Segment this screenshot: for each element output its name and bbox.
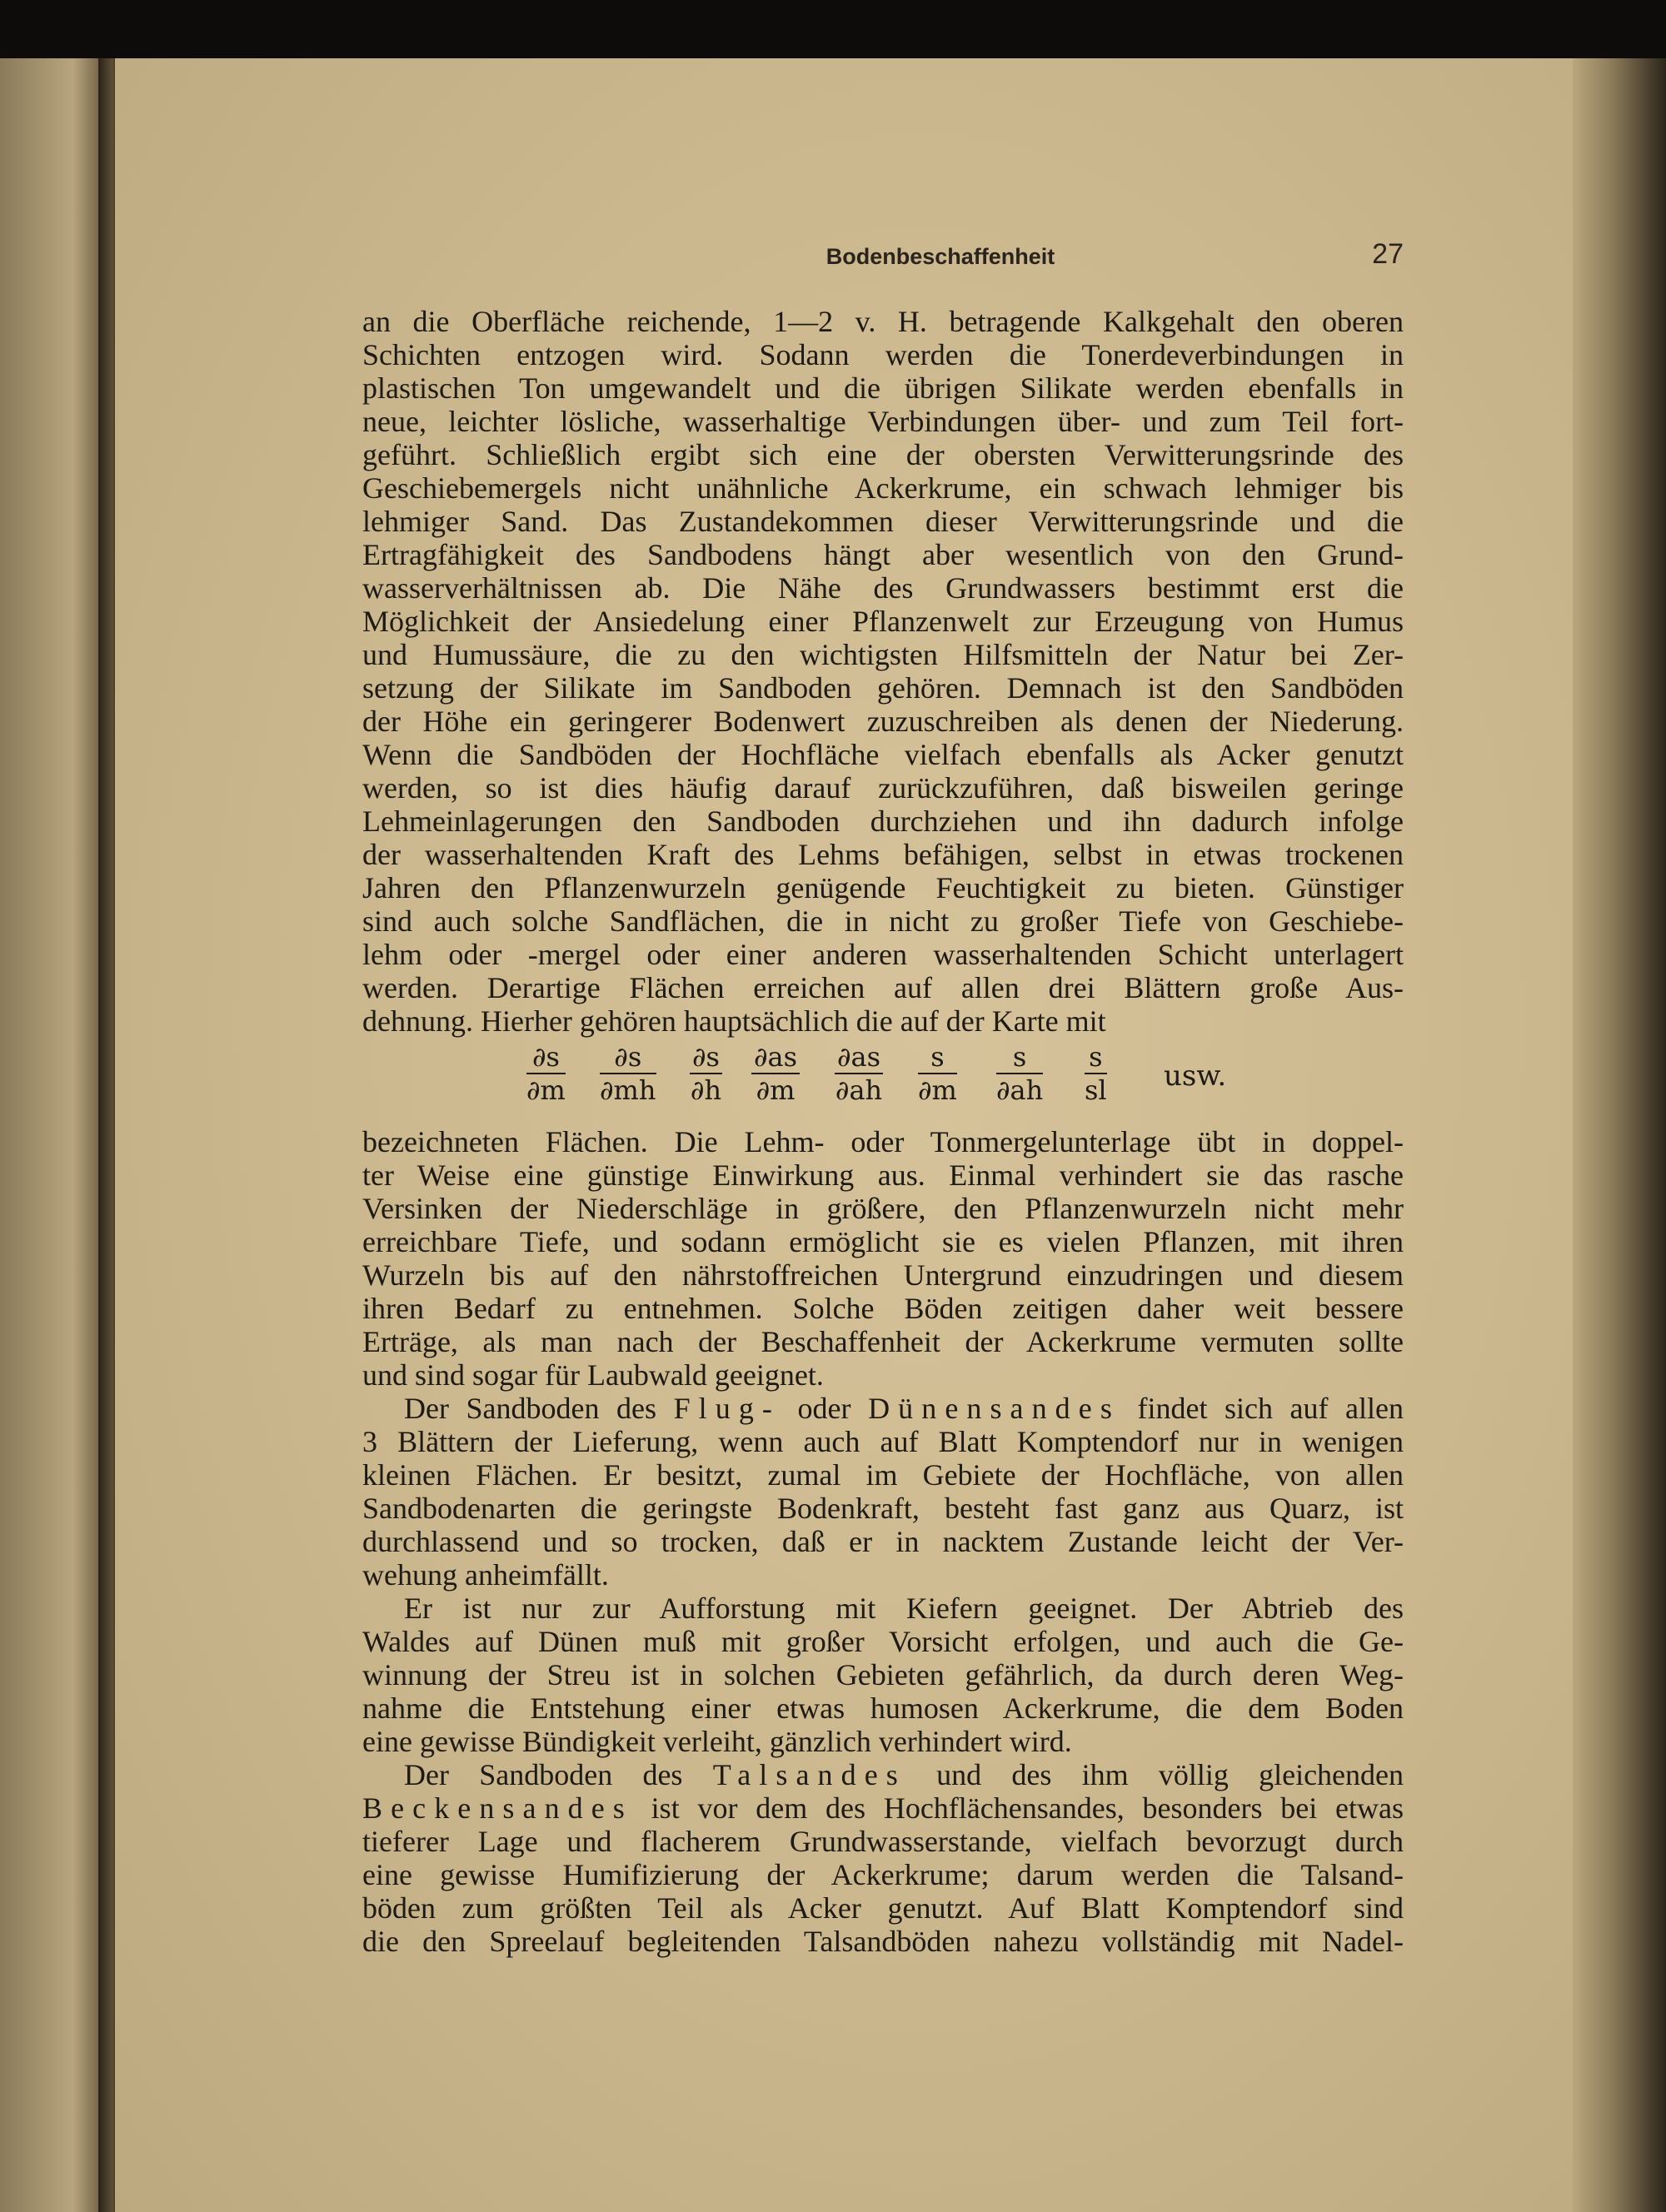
text-line [362, 1392, 1404, 1425]
facing-page-edge [0, 58, 104, 2212]
spaced-term: Talsandes [712, 1758, 906, 1791]
text-line: plastischen Ton umgewandelt und die übrigen Silikate werden ebenfalls in [362, 371, 1404, 405]
text-line: erreichbare Tiefe, und sodann ermöglicht sie es vielen Pflanzen, mit ihren [362, 1225, 1404, 1258]
text-line: 3 Blättern der Lieferung, wenn auch auf Blatt Komptendorf nur in wenigen [362, 1425, 1404, 1458]
text-run: und des ihm völlig gleichenden [905, 1758, 1404, 1791]
fraction-denominator: ∂m [526, 1074, 566, 1106]
spaced-term: Flug- [673, 1392, 781, 1425]
spaced-term: Dünensandes [868, 1392, 1120, 1425]
formula-fraction [751, 1041, 800, 1106]
spaced-term: Beckensandes [362, 1791, 633, 1825]
fraction-numerator: ∂as [751, 1041, 800, 1074]
text-run: ist vor dem des Hochflächensandes, besonders bei etwas [632, 1791, 1404, 1825]
symbol-formula [526, 1041, 1243, 1116]
text-line: dehnung. Hierher gehören hauptsächlich die auf der Karte mit [362, 1004, 1106, 1038]
fraction-numerator: ∂s [690, 1041, 722, 1074]
text-line: der Höhe ein geringerer Bodenwert zuzuschreiben als denen der Niederung. [362, 705, 1404, 738]
text-line: Er ist nur zur Aufforstung mit Kiefern geeignet. Der Abtrieb des [404, 1592, 1404, 1625]
text-run: oder [781, 1392, 869, 1425]
text-line: werden, so ist dies häufig darauf zurückzuführen, daß bisweilen geringe [362, 771, 1404, 805]
text-line [362, 1758, 1404, 1791]
fraction-numerator: ∂s [526, 1041, 566, 1074]
text-run: findet sich auf allen [1120, 1392, 1404, 1425]
text-run: Der Sandboden des [404, 1392, 674, 1425]
text-line: setzung der Silikate im Sandboden gehören. Demnach ist den Sandböden [362, 671, 1404, 705]
fraction-denominator: sl [1085, 1074, 1107, 1106]
text-line: Möglichkeit der Ansiedelung einer Pflanzenwelt zur Erzeugung von Humus [362, 605, 1404, 638]
text-line: geführt. Schließlich ergibt sich eine der obersten Verwitterungsrinde des [362, 438, 1404, 471]
text-line: Geschiebemergels nicht unähnliche Ackerkrume, ein schwach lehmiger bis [362, 471, 1404, 505]
text-line: und Humussäure, die zu den wichtigsten Hilfsmitteln der Natur bei Zer- [362, 638, 1404, 671]
paragraph-4 [362, 1592, 1404, 1758]
text-line: die den Spreelauf begleitenden Talsandböden nahezu vollständig mit Nadel- [362, 1925, 1404, 1958]
text-line: Erträge, als man nach der Beschaffenheit der Ackerkrume vermuten sollte [362, 1325, 1404, 1358]
fraction-denominator: ∂m [918, 1074, 957, 1106]
text-line: winnung der Streu ist in solchen Gebieten gefährlich, da durch deren Weg- [362, 1658, 1404, 1691]
text-line: eine gewisse Bündigkeit verleiht, gänzlich verhindert wird. [362, 1725, 1072, 1758]
text-line: bezeichneten Flächen. Die Lehm- oder Tonmergelunterlage übt in doppel- [362, 1125, 1404, 1158]
page-number: 27 [1372, 238, 1404, 270]
text-line: Schichten entzogen wird. Sodann werden die Tonerdeverbindungen in [362, 338, 1404, 371]
text-line: Waldes auf Dünen muß mit großer Vorsicht erfolgen, und auch die Ge- [362, 1625, 1404, 1658]
formula-fraction [526, 1041, 566, 1106]
formula-suffix: usw. [1164, 1059, 1227, 1093]
text-line: Versinken der Niederschläge in größere, den Pflanzenwurzeln nicht mehr [362, 1192, 1404, 1225]
text-line: eine gewisse Humifizierung der Ackerkrume; darum werden die Talsand- [362, 1858, 1404, 1891]
fraction-denominator: ∂ah [835, 1074, 883, 1106]
text-line: nahme die Entstehung einer etwas humosen Ackerkrume, die dem Boden [362, 1691, 1404, 1725]
fraction-numerator: s [1085, 1041, 1107, 1074]
text-line: lehm oder -mergel oder einer anderen wasserhaltenden Schicht unterlagert [362, 938, 1404, 971]
text-line: neue, leichter lösliche, wasserhaltige Verbindungen über- und zum Teil fort- [362, 405, 1404, 438]
fraction-denominator: ∂m [756, 1074, 796, 1106]
formula-fraction [996, 1041, 1043, 1106]
text-line: ter Weise eine günstige Einwirkung aus. Einmal verhindert sie das rasche [362, 1158, 1404, 1192]
text-line [362, 1791, 1404, 1825]
paragraph-5 [362, 1758, 1404, 1958]
paragraph-3 [362, 1392, 1404, 1592]
text-run: Der Sandboden des [404, 1758, 713, 1791]
page-stack-edge [1573, 58, 1666, 2212]
fraction-denominator: ∂mh [600, 1074, 656, 1106]
text-line: ihren Bedarf zu entnehmen. Solche Böden zeitigen daher weit bessere [362, 1292, 1404, 1325]
text-line: sind auch solche Sandflächen, die in nicht zu großer Tiefe von Geschiebe- [362, 904, 1404, 938]
text-line: Lehmeinlagerungen den Sandboden durchziehen und ihn dadurch infolge [362, 805, 1404, 838]
text-line: tieferer Lage und flacherem Grundwasserstande, vielfach bevorzugt durch [362, 1825, 1404, 1858]
formula-fraction [835, 1041, 883, 1106]
formula-fraction [1085, 1041, 1107, 1106]
fraction-numerator: ∂s [600, 1041, 656, 1074]
paragraph-1 [362, 305, 1404, 1038]
text-line: wasserverhältnissen ab. Die Nähe des Grundwassers bestimmt erst die [362, 571, 1404, 605]
text-line: kleinen Flächen. Er besitzt, zumal im Gebiete der Hochfläche, von allen [362, 1458, 1404, 1492]
text-line: Jahren den Pflanzenwurzeln genügende Feuchtigkeit zu bieten. Günstiger [362, 871, 1404, 904]
fraction-numerator: s [918, 1041, 957, 1074]
fraction-numerator: ∂as [835, 1041, 883, 1074]
paragraph-2 [362, 1125, 1404, 1392]
text-line: lehmiger Sand. Das Zustandekommen dieser Verwitterungsrinde und die [362, 505, 1404, 538]
text-line: Wurzeln bis auf den nährstoffreichen Untergrund einzudringen und diesem [362, 1258, 1404, 1292]
formula-fraction [918, 1041, 957, 1106]
fraction-numerator: s [996, 1041, 1043, 1074]
formula-fraction [600, 1041, 656, 1106]
formula-fraction [690, 1041, 722, 1106]
fraction-denominator: ∂h [690, 1074, 722, 1106]
text-line: Wenn die Sandböden der Hochfläche vielfach ebenfalls als Acker genutzt [362, 738, 1404, 771]
text-line: und sind sogar für Laubwald geeignet. [362, 1358, 824, 1392]
running-head: Bodenbeschaffenheit [826, 244, 1055, 269]
text-line: Sandbodenarten die geringste Bodenkraft, besteht fast ganz aus Quarz, ist [362, 1492, 1404, 1525]
text-line: an die Oberfläche reichende, 1—2 v. H. betragende Kalkgehalt den oberen [362, 305, 1404, 338]
text-line: wehung anheimfällt. [362, 1558, 609, 1592]
text-line: der wasserhaltenden Kraft des Lehms befähigen, selbst in etwas trockenen [362, 838, 1404, 871]
fraction-denominator: ∂ah [996, 1074, 1044, 1106]
text-line: durchlassend und so trocken, daß er in nacktem Zustande leicht der Ver- [362, 1525, 1404, 1558]
text-line: werden. Derartige Flächen erreichen auf allen drei Blättern große Aus- [362, 971, 1404, 1004]
text-line: Ertragfähigkeit des Sandbodens hängt aber wesentlich von den Grund- [362, 538, 1404, 571]
text-line: böden zum größten Teil als Acker genutzt. Auf Blatt Komptendorf sind [362, 1891, 1404, 1925]
